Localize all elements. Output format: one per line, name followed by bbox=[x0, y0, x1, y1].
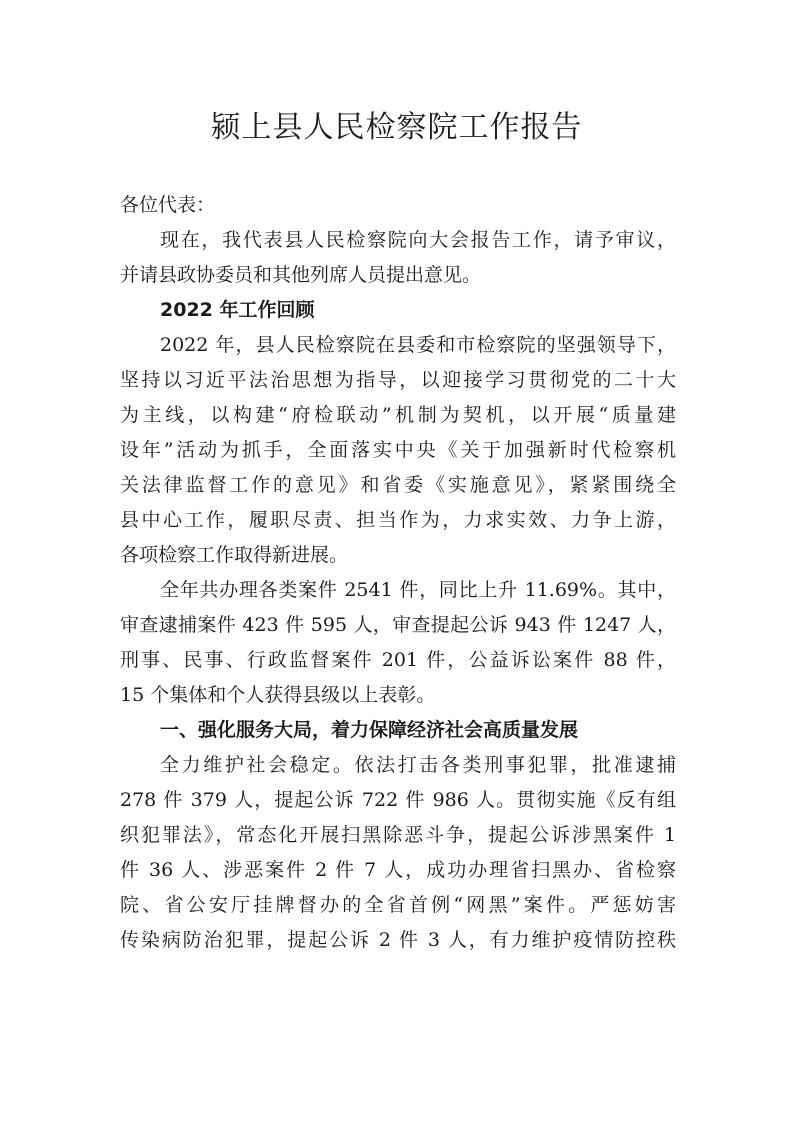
document-body bbox=[120, 188, 676, 958]
salutation: 各位代表： bbox=[120, 194, 216, 216]
section-heading-one: 一、强化服务大局，着力保障经济社会高质量发展 bbox=[160, 719, 579, 741]
paragraph-line: 审查逮捕案件 423 件 595 人，审查提起公诉 943 件 1247 人， bbox=[120, 614, 676, 636]
paragraph-line: 为主线，以构建“府检联动”机制为契机，以开展“质量建 bbox=[120, 404, 676, 426]
intro-line: 现在，我代表县人民检察院向大会报告工作，请予审议， bbox=[160, 229, 676, 251]
paragraph-line: 织犯罪法》，常态化开展扫黑除恶斗争，提起公诉涉黑案件 1 bbox=[120, 824, 676, 846]
paragraph-line: 件 36 人、涉恶案件 2 件 7 人，成功办理省扫黑办、省检察 bbox=[120, 859, 676, 881]
paragraph-line: 全年共办理各类案件 2541 件，同比上升 11.69%。其中， bbox=[160, 579, 676, 601]
paragraph-line: 各项检察工作取得新进展。 bbox=[120, 544, 349, 566]
section-heading-review: 2022 年工作回顾 bbox=[160, 299, 315, 321]
document-title: 颍上县人民检察院工作报告 bbox=[210, 110, 583, 145]
paragraph-line: 278 件 379 人，提起公诉 722 件 986 人。贯彻实施《反有组 bbox=[120, 789, 676, 811]
paragraph-line: 2022 年，县人民检察院在县委和市检察院的坚强领导下， bbox=[160, 334, 676, 356]
paragraph-line: 刑事、民事、行政监督案件 201 件，公益诉讼案件 88 件， bbox=[120, 649, 676, 671]
intro-line: 并请县政协委员和其他列席人员提出意见。 bbox=[120, 264, 482, 286]
paragraph-line: 全力维护社会稳定。依法打击各类刑事犯罪，批准逮捕 bbox=[160, 754, 676, 776]
paragraph-line: 坚持以习近平法治思想为指导，以迎接学习贯彻党的二十大 bbox=[120, 369, 676, 391]
paragraph-line: 传染病防治犯罪，提起公诉 2 件 3 人，有力维护疫情防控秩 bbox=[120, 929, 676, 951]
paragraph-line: 院、省公安厅挂牌督办的全省首例“网黑”案件。严惩妨害 bbox=[120, 894, 676, 916]
paragraph-line: 县中心工作，履职尽责、担当作为，力求实效、力争上游， bbox=[120, 509, 676, 531]
paragraph-line: 关法律监督工作的意见》和省委《实施意见》，紧紧围绕全 bbox=[120, 474, 676, 496]
paragraph-line: 设年”活动为抓手，全面落实中央《关于加强新时代检察机 bbox=[120, 439, 676, 461]
paragraph-line: 15 个集体和个人获得县级以上表彰。 bbox=[120, 684, 436, 706]
